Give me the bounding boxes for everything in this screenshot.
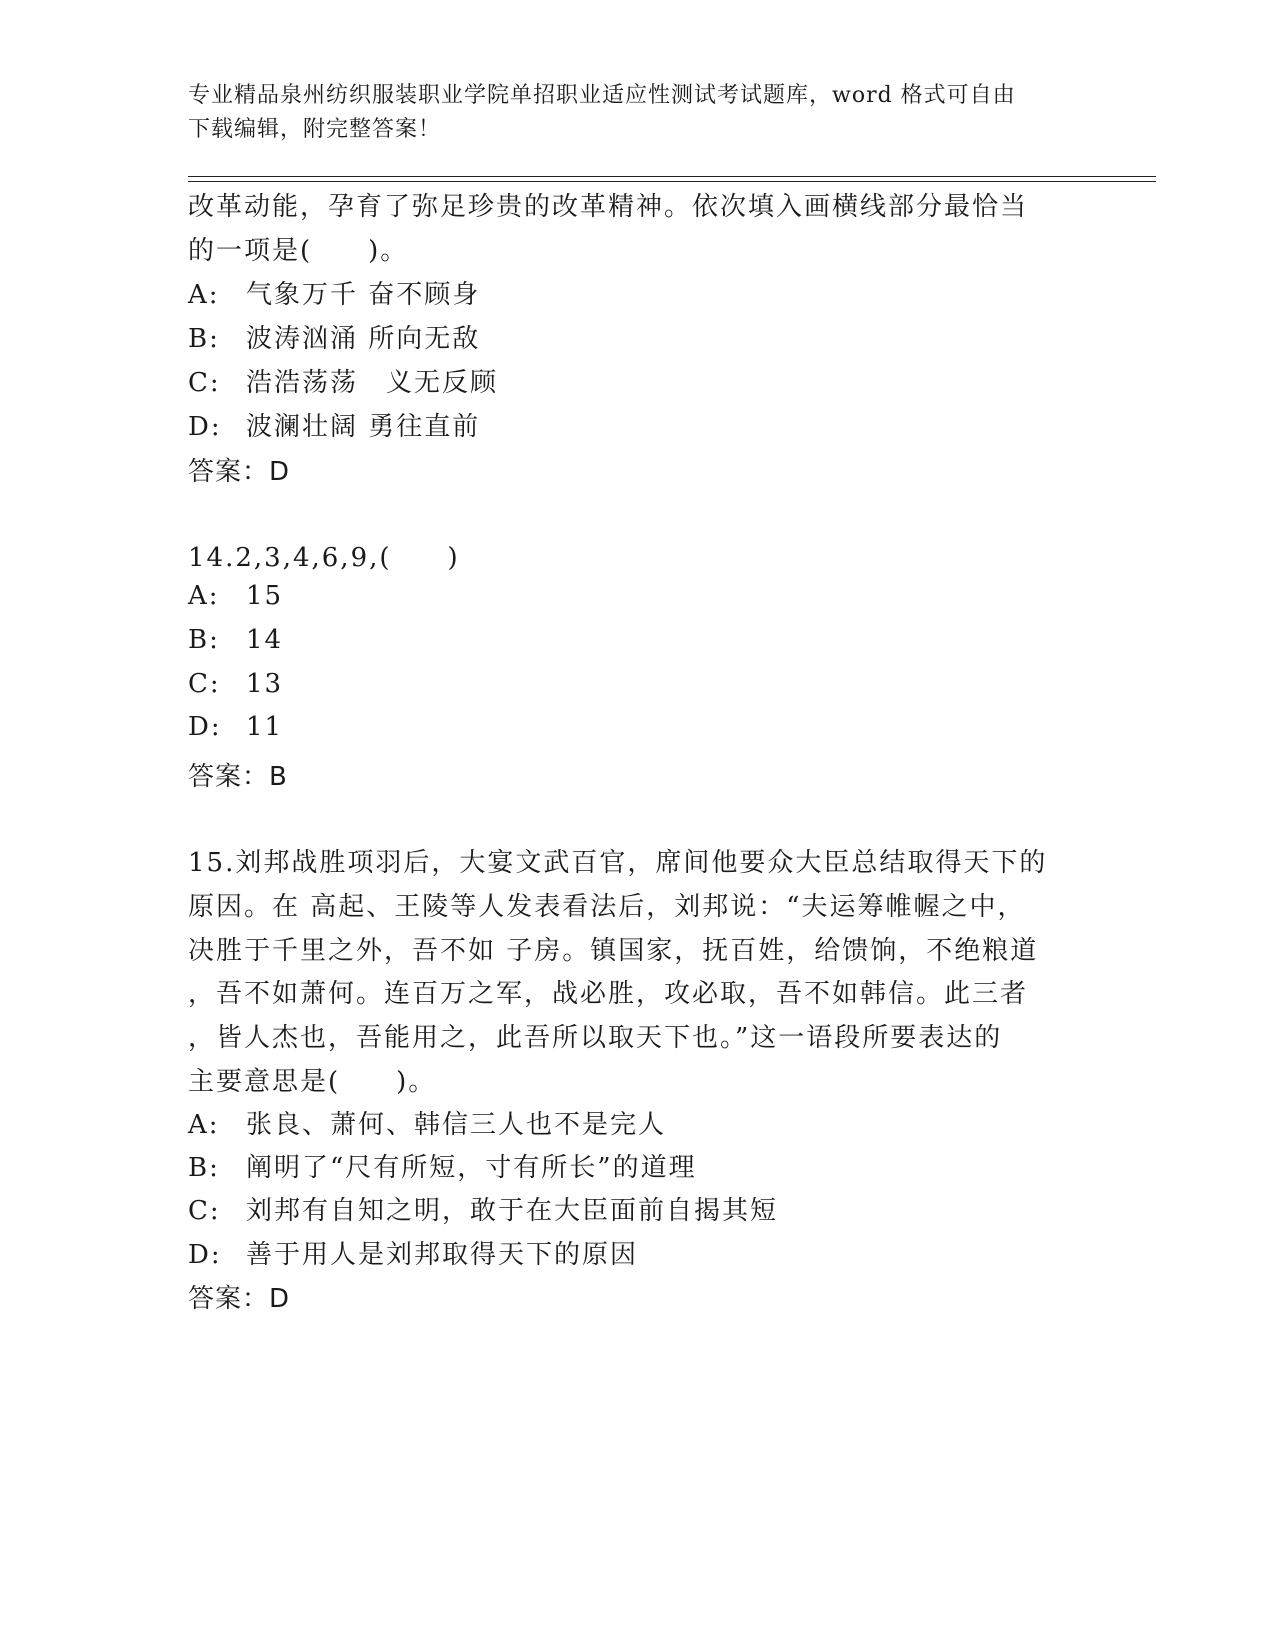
- option-text: 浩浩荡荡 义无反顾: [246, 368, 499, 398]
- q14-option-d: [188, 712, 283, 742]
- header-divider-top: [188, 176, 1156, 177]
- q13-option-c: [188, 362, 498, 399]
- option-letter: C:: [188, 669, 221, 699]
- option-letter: B:: [188, 324, 220, 354]
- option-text: 波涛汹涌 所向无敌: [246, 324, 481, 354]
- option-text: 善于用人是刘邦取得天下的原因: [246, 1240, 639, 1270]
- option-letter: B:: [188, 1153, 220, 1183]
- option-text: 波澜壮阔 勇往直前: [246, 412, 481, 442]
- q15-stem-line-2: 原因。在 高起、王陵等人发表看法后，刘邦说：“夫运筹帷幄之中，: [188, 892, 1026, 922]
- q13-stem-line-1: 改革动能，孕育了弥足珍贵的改革精神。依次填入画横线部分最恰当: [188, 192, 1029, 222]
- header-divider-bottom: [188, 181, 1156, 182]
- option-letter: C:: [188, 1196, 221, 1226]
- q13-answer: 答案：D: [188, 457, 291, 487]
- option-text: 14: [246, 625, 284, 655]
- q14-stem: 14.2,3,4,6,9,( ): [188, 543, 460, 573]
- document-header-line-1: 专业精品泉州纺织服装职业学院单招职业适应性测试考试题库，word 格式可自由: [188, 83, 1016, 108]
- q15-option-b: [188, 1147, 697, 1184]
- option-text: 15: [246, 581, 284, 611]
- option-letter: A:: [188, 280, 220, 310]
- q13-option-b: [188, 318, 480, 355]
- option-letter: A:: [188, 581, 220, 611]
- document-header-line-2: 下载编辑，附完整答案！: [188, 117, 442, 142]
- option-letter: B:: [188, 625, 220, 655]
- q15-option-d: [188, 1234, 638, 1271]
- option-text: 气象万千 奋不顾身: [246, 280, 481, 310]
- option-text: 刘邦有自知之明，敢于在大臣面前自揭其短: [246, 1196, 779, 1226]
- q13-option-a: [188, 274, 480, 311]
- q15-stem-line-1: 15.刘邦战胜项羽后，大宴文武百官，席间他要众大臣总结取得天下的: [188, 848, 1048, 878]
- option-text: 13: [246, 669, 284, 699]
- q15-stem-line-6: 主要意思是( )。: [188, 1067, 437, 1097]
- q14-answer: 答案：B: [188, 762, 288, 792]
- q15-answer: 答案：D: [188, 1284, 291, 1314]
- option-letter: A:: [188, 1110, 220, 1140]
- q15-option-a: [188, 1104, 666, 1141]
- q15-stem-line-3: 决胜于千里之外，吾不如 子房。镇国家，抚百姓，给馈饷，不绝粮道: [188, 936, 1039, 966]
- option-letter: C:: [188, 368, 221, 398]
- option-letter: D:: [188, 412, 222, 442]
- q15-stem-line-4: ，吾不如萧何。连百万之军，战必胜，攻必取，吾不如韩信。此三者: [188, 979, 1029, 1009]
- q15-stem-line-5: ，皆人杰也，吾能用之，此吾所以取天下也。”这一语段所要表达的: [188, 1023, 1003, 1053]
- option-letter: D:: [188, 712, 222, 742]
- option-text: 张良、萧何、韩信三人也不是完人: [246, 1110, 667, 1140]
- option-text: 11: [246, 712, 284, 742]
- q14-option-b: [188, 625, 283, 655]
- option-text: 阐明了“尺有所短，寸有所长”的道理: [246, 1153, 697, 1183]
- option-letter: D:: [188, 1240, 222, 1270]
- q15-option-c: [188, 1190, 778, 1227]
- q13-stem-line-2: 的一项是( )。: [188, 236, 409, 266]
- q14-option-a: [188, 581, 283, 611]
- q13-option-d: [188, 406, 480, 443]
- q14-option-c: [188, 669, 283, 699]
